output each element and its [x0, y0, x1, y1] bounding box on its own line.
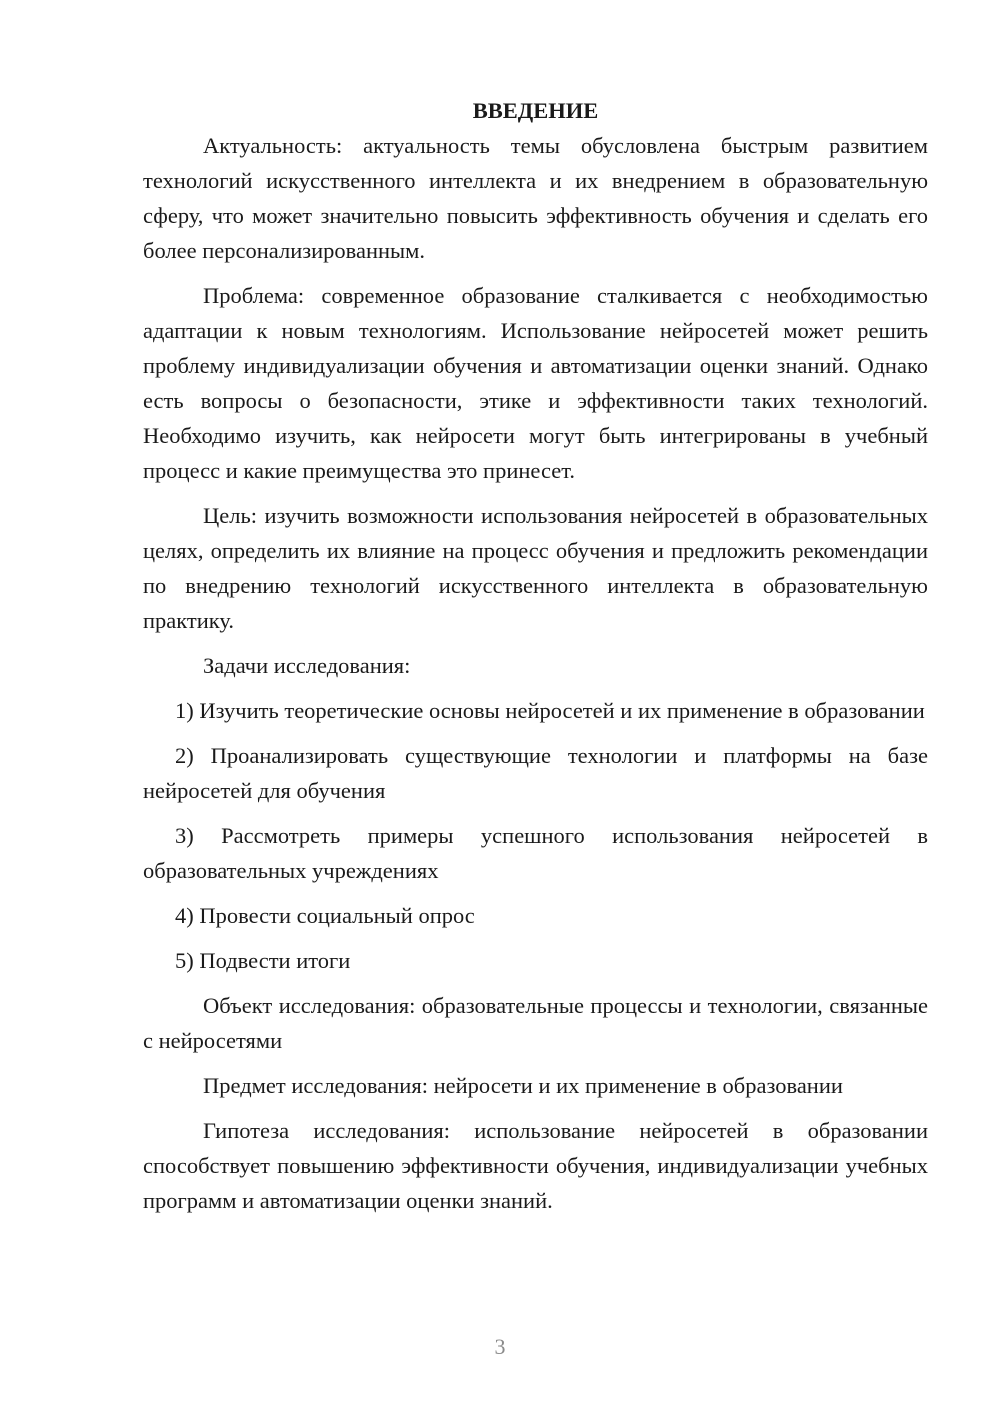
task-item: 4) Провести социальный опрос: [175, 903, 475, 928]
document-body: [143, 93, 928, 1218]
task-item: 1) Изучить теоретические основы нейросетей и их применение в образовании: [175, 698, 925, 723]
task-item: 3) Рассмотреть примеры успешного использования нейросетей в образовательных учреждениях: [143, 823, 928, 883]
task-item: 2) Проанализировать существующие технологии и платформы на базе нейросетей для обучения: [143, 743, 928, 803]
goal-paragraph: Цель: изучить возможности использования нейросетей в образовательных целях, определить их влияние на процесс обучения и предложить рекомендации по внедрению технологий искусственного интеллекта в образовательную практику.: [143, 503, 928, 633]
relevance-paragraph: Актуальность: актуальность темы обусловлена быстрым развитием технологий искусственного интеллекта и их внедрением в образовательную сферу, что может значительно повысить эффективность обучения и сделать его более персонализированным.: [143, 133, 928, 263]
task-item: 5) Подвести итоги: [175, 948, 351, 973]
page-number: 3: [494, 1334, 506, 1359]
object-paragraph: Объект исследования: образовательные процессы и технологии, связанные с нейросетями: [143, 993, 928, 1053]
tasks-heading: Задачи исследования:: [203, 653, 411, 678]
hypothesis-paragraph: Гипотеза исследования: использование нейросетей в образовании способствует повышению эффективности обучения, индивидуализации учебных программ и автоматизации оценки знаний.: [143, 1118, 928, 1213]
problem-paragraph: Проблема: современное образование сталкивается с необходимостью адаптации к новым технологиям. Использование нейросетей может решить проблему индивидуализации обучения и автоматизации оценки знаний. Однако есть вопросы о безопасности, этике и эффективности таких технологий. Необходимо изучить, как нейросети могут быть интегрированы в учебный процесс и какие преимущества это принесет.: [143, 283, 928, 483]
section-title: ВВЕДЕНИЕ: [472, 98, 599, 123]
subject-paragraph: Предмет исследования: нейросети и их применение в образовании: [203, 1073, 843, 1098]
